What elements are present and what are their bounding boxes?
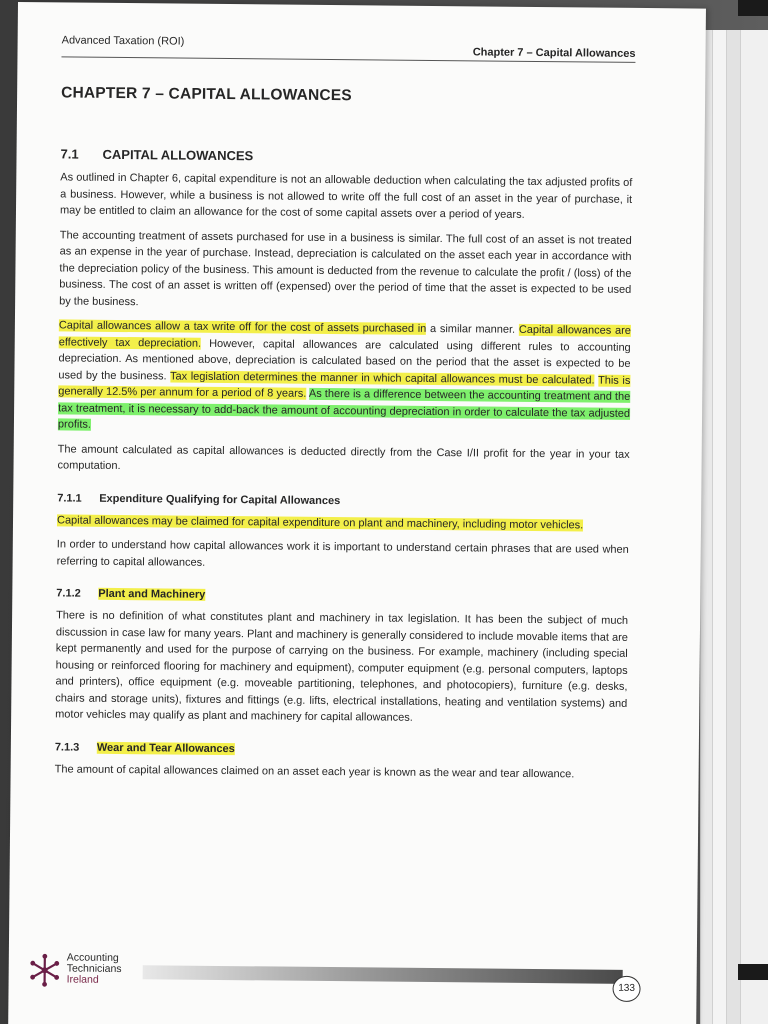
paragraph-text: However, capital allowances are calculated using different rules to accounting depreciation. As mentioned above, depreciation is calculated based on the period that the asset is expected to be used by the business. [58, 337, 631, 382]
yellow-highlight: Capital allowances may be claimed for capital expenditure on plant and machinery, including motor vehicles. [56, 513, 584, 531]
section-number: 7.1 [60, 146, 79, 162]
page-edge [740, 30, 768, 1024]
chapter-title: CHAPTER 7 – CAPITAL ALLOWANCES [61, 84, 352, 105]
paragraph: The amount of capital allowances claimed on an asset each year is known as the wear and tear allowance. [54, 762, 575, 780]
yellow-highlight: This is generally 12.5% per annum for a period of 8 years. [58, 374, 631, 400]
paragraph: The accounting treatment of assets purchased for use in a business is similar. The full cost of an asset is not treated as an expense in the year of purchase. Instead, depreciation is calculated on the asset each year in accordance with the depreciation policy of the business. This amount is deducted from the revenue to calculate the profit / (loss) of the business. The cost of an asset is written off (expensed) over the period of time that the asset is expected to be used by the business. [59, 228, 632, 308]
running-header [61, 32, 635, 63]
page-content [54, 84, 633, 790]
subsection-heading-7-1-3 [55, 741, 627, 758]
section-heading-7-1 [60, 146, 632, 166]
subsection-number: 7.1.3 [54, 740, 80, 754]
logo-line: Ireland [66, 973, 99, 986]
subsection-title: Wear and Tear Allowances [96, 741, 235, 755]
header-chapter-title: Chapter 7 – Capital Allowances [472, 46, 636, 60]
section-title: CAPITAL ALLOWANCES [102, 146, 254, 164]
page-footer [26, 942, 677, 1008]
logo-line: Technicians [66, 962, 122, 976]
subsection-heading-7-1-1 [57, 492, 629, 509]
subsection-title: Expenditure Qualifying for Capital Allowances [99, 492, 341, 507]
highlighted-paragraph [58, 317, 631, 438]
book-tab [738, 964, 768, 980]
paragraph-text: a similar manner. [426, 322, 519, 336]
page-number: 133 [612, 976, 640, 1002]
yellow-highlight: Tax legislation determines the manner in which capital allowances must be calculated. [169, 369, 595, 387]
header-book-title: Advanced Taxation (ROI) [61, 34, 185, 48]
subsection-heading-7-1-2 [56, 587, 628, 604]
yellow-highlight: Capital allowances allow a tax write off for the cost of assets purchased in [58, 319, 427, 335]
paragraph: In order to understand how capital allowances work it is important to understand certain phrases that are used when referring to capital allowances. [56, 538, 629, 569]
subsection-title: Plant and Machinery [98, 587, 206, 601]
footer-gradient-bar [143, 965, 623, 984]
book-tab [738, 0, 768, 16]
paragraph: The amount calculated as capital allowances is deducted directly from the Case I/II profit for the year in your tax computation. [57, 442, 630, 473]
highlighted-paragraph [57, 512, 629, 534]
paragraph: There is no definition of what constitutes plant and machinery in tax legislation. It has been the subject of much discussion in case law for many years. Plant and machinery is generally considered to include movable items that are kept permanently and used for the purpose of carrying on the business. For example, machinery (including special housing or reinforced flooring for machinery and equipment), computer equipment (e.g. personal computers, laptops and printers), office equipment (e.g. moveable partitioning, telephones, and photocopiers), furniture (e.g. desks, chairs and storage units), fixtures and fittings (e.g. lifts, electrical installations, heating and ventilation systems) and motor vehicles may qualify as plant and machinery for capital allowances. [55, 609, 629, 724]
snowflake-logo-icon [27, 952, 63, 988]
yellow-highlight: Capital allowances are effectively tax depreciation. [58, 323, 631, 350]
green-highlight: As there is a difference between the accounting treatment and the tax treatment, it is necessary to add-back the amount of accounting depreciation in order to calculate the tax adjusted profits. [57, 387, 631, 431]
logo-line: Accounting [66, 951, 119, 965]
subsection-number: 7.1.2 [56, 587, 81, 600]
accounting-technicians-ireland-logo [26, 950, 136, 997]
paragraph: As outlined in Chapter 6, capital expenditure is not an allowable deduction when calculating the tax adjusted profits of a business. However, while a business is not allowed to write off the full cost of an asset in the year of purchase, it may be entitled to claim an allowance for the cost of some capital assets over a period of years. [59, 171, 633, 221]
logo-wordmark [67, 953, 122, 987]
subsection-number: 7.1.1 [57, 491, 82, 505]
document-page [8, 2, 706, 1024]
